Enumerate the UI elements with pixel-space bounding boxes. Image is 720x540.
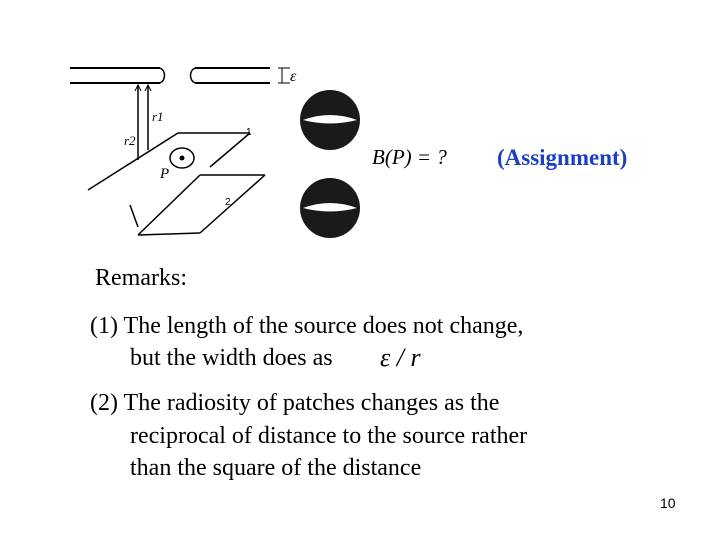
- remark-1-line-1: (1) The length of the source does not change,: [90, 313, 524, 339]
- disc-lower: [300, 178, 360, 238]
- radiosity-diagram: [60, 55, 320, 245]
- remarks-title: Remarks:: [95, 265, 187, 291]
- epsilon-label: ε: [290, 68, 297, 85]
- point-p-label: P: [160, 166, 170, 182]
- r2-label: r2: [124, 133, 136, 148]
- assignment-label: (Assignment): [497, 145, 628, 170]
- patch-1-label: 1: [246, 127, 252, 138]
- radiosity-equation: B(P) = ?: [372, 145, 447, 169]
- distance-arrows: [135, 85, 151, 160]
- remark-1-line-2: but the width does as: [130, 345, 333, 371]
- remark-2-line-1: (2) The radiosity of patches changes as the: [90, 390, 500, 416]
- patch-2-label: 2: [225, 197, 231, 208]
- remark-2-line-2: reciprocal of distance to the source rather: [130, 423, 528, 449]
- source-rod-left: [70, 68, 165, 83]
- patch-2: [130, 175, 265, 235]
- remark-2-line-3: than the square of the distance: [130, 455, 422, 481]
- epsilon-over-r-formula: ε / r: [380, 343, 421, 372]
- source-rod-right: [191, 68, 291, 83]
- r1-label: r1: [152, 109, 164, 124]
- cross-section-discs: [295, 75, 365, 245]
- page-number: 10: [660, 495, 676, 511]
- disc-upper: [300, 90, 360, 150]
